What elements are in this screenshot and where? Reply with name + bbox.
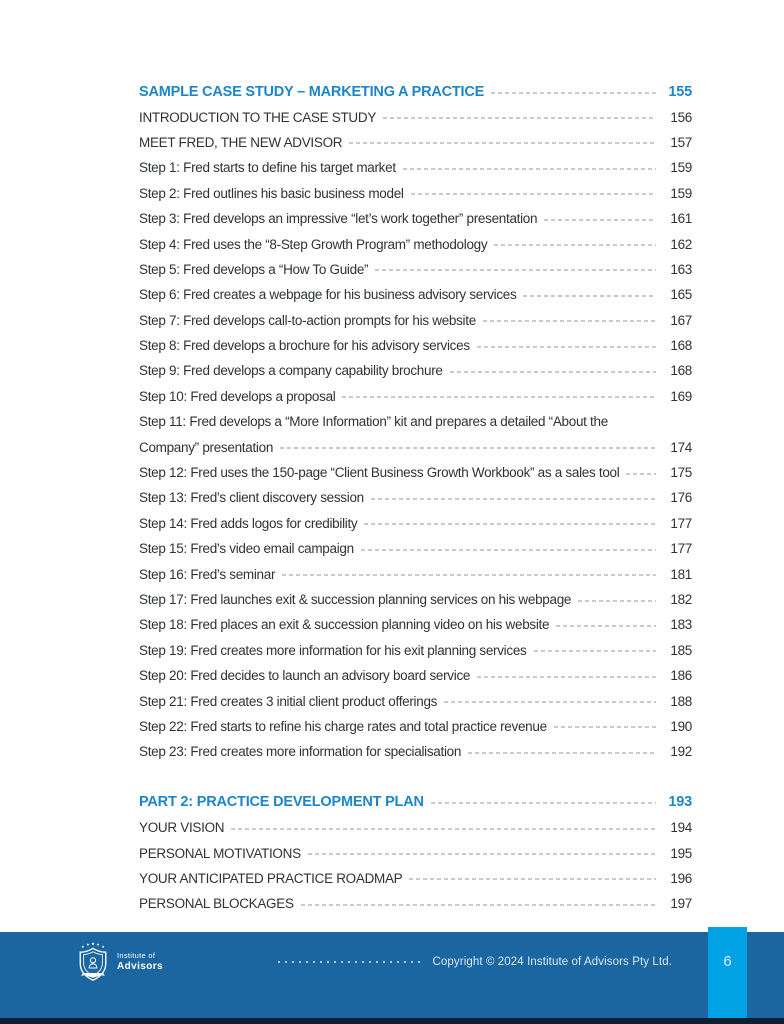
toc-entry-label: Step 4: Fred uses the “8-Step Growth Program” methodology — [139, 236, 488, 252]
toc-page-number: 156 — [670, 109, 692, 125]
toc-entry-label: Step 11: Fred develops a “More Information” kit and prepares a detailed “About the — [139, 414, 608, 430]
toc-entry-label: Step 1: Fred starts to define his target market — [139, 160, 396, 176]
toc-entry-label: Step 21: Fred creates 3 initial client product offerings — [139, 693, 438, 709]
dot-leader — [544, 219, 656, 221]
toc-entry[interactable] — [139, 485, 692, 510]
toc-page-number: 177 — [670, 515, 692, 531]
toc-entry-label: INTRODUCTION TO THE CASE STUDY — [139, 109, 377, 125]
toc-entry[interactable] — [139, 231, 692, 256]
toc-page-number: 192 — [670, 744, 692, 760]
toc-entry-label: Step 16: Fred’s seminar — [139, 566, 276, 582]
toc-entry[interactable] — [139, 104, 692, 129]
toc-entry-label: Step 12: Fred uses the 150-page “Client Business Growth Workbook” as a sales tool — [139, 465, 620, 481]
toc-entry[interactable] — [139, 663, 692, 688]
toc-page-number: 174 — [670, 439, 692, 455]
toc-entry-label: Step 17: Fred launches exit & succession planning services on his webpage — [139, 592, 572, 607]
dot-leader — [383, 117, 656, 119]
toc-entry-label: YOUR ANTICIPATED PRACTICE ROADMAP — [139, 870, 403, 886]
toc-entry[interactable] — [139, 688, 692, 713]
toc-entry-label: PERSONAL BLOCKAGES — [139, 896, 294, 912]
dot-leader — [556, 625, 656, 627]
toc-page-number: 168 — [670, 338, 692, 354]
dot-leader — [282, 574, 656, 576]
toc-entry[interactable] — [139, 434, 692, 459]
toc-entry[interactable] — [139, 308, 692, 333]
dot-leader — [477, 346, 656, 348]
toc-page-number: 193 — [668, 794, 692, 811]
dot-leader — [308, 853, 656, 855]
toc-section-heading[interactable] — [139, 79, 692, 104]
table-of-contents — [139, 79, 692, 917]
dot-leader — [477, 676, 656, 678]
dot-leader — [342, 396, 656, 398]
toc-entry-label: Step 3: Fred develops an impressive “let’s work together” presentation — [139, 211, 538, 227]
toc-entry[interactable] — [139, 257, 692, 282]
toc-page-number: 195 — [670, 845, 692, 861]
dot-leader — [231, 828, 656, 830]
toc-page-number: 159 — [670, 160, 692, 176]
toc-page-number: 161 — [670, 211, 692, 227]
toc-page-number: 162 — [670, 236, 692, 252]
toc-entry-label: Step 19: Fred creates more information for his exit planning services — [139, 642, 527, 658]
toc-page-number: 196 — [670, 870, 692, 886]
toc-entry-label: Step 6: Fred creates a webpage for his business advisory services — [139, 287, 517, 303]
toc-entry-label: PART 2: PRACTICE DEVELOPMENT PLAN — [139, 794, 424, 811]
toc-entry-label: Step 23: Fred creates more information for specialisation — [139, 744, 462, 760]
toc-page-number: 182 — [670, 592, 692, 607]
toc-page-number: 177 — [670, 541, 692, 557]
toc-page-number: 186 — [670, 668, 692, 684]
dot-leader — [494, 244, 656, 246]
dot-leader — [468, 752, 656, 754]
toc-page-number: 197 — [670, 896, 692, 912]
footer-dot-leader — [278, 961, 420, 963]
toc-entry-label: Step 10: Fred develops a proposal — [139, 388, 336, 404]
toc-page-number: 190 — [670, 718, 692, 734]
toc-entry[interactable] — [139, 714, 692, 739]
toc-entry[interactable] — [139, 561, 692, 586]
toc-entry-label: Step 14: Fred adds logos for credibility — [139, 515, 358, 531]
toc-entry-label: MEET FRED, THE NEW ADVISOR — [139, 134, 343, 150]
toc-page-number: 183 — [670, 617, 692, 633]
toc-entry[interactable] — [139, 460, 692, 485]
toc-entry-label: Step 9: Fred develops a company capability brochure — [139, 363, 443, 379]
dot-leader — [578, 600, 656, 602]
toc-entry[interactable] — [139, 358, 692, 383]
toc-entry[interactable] — [139, 384, 692, 409]
dot-leader — [375, 269, 656, 271]
logo-text-line2: Advisors — [117, 960, 163, 972]
toc-page-number: 167 — [670, 312, 692, 328]
dot-leader — [361, 549, 656, 551]
footer — [0, 932, 784, 1018]
toc-entry[interactable] — [139, 511, 692, 536]
toc-entry[interactable] — [139, 638, 692, 663]
toc-entry-label: Company” presentation — [139, 439, 274, 455]
toc-entry[interactable] — [139, 536, 692, 561]
toc-entry-label: Step 13: Fred’s client discovery session — [139, 490, 364, 506]
dot-leader — [411, 193, 656, 195]
dot-leader — [491, 92, 656, 94]
toc-page-number: 176 — [670, 490, 692, 506]
toc-entry-label: Step 22: Fred starts to refine his charge rates and total practice revenue — [139, 718, 547, 734]
page-number-tab — [708, 927, 747, 1018]
bottom-edge-strip — [0, 1018, 784, 1024]
toc-entry[interactable] — [139, 130, 692, 155]
toc-entry[interactable] — [139, 840, 692, 865]
toc-entry[interactable] — [139, 739, 692, 764]
toc-section-heading[interactable] — [139, 790, 692, 815]
page-number: 6 — [723, 953, 732, 970]
toc-entry-label: Step 5: Fred develops a “How To Guide” — [139, 261, 369, 277]
dot-leader — [554, 726, 656, 728]
toc-entry[interactable] — [139, 612, 692, 637]
dot-leader — [523, 295, 656, 297]
copyright-text: Copyright © 2024 Institute of Advisors Pty Ltd. — [432, 956, 672, 968]
toc-entry-label: Step 18: Fred places an exit & succession planning video on his website — [139, 617, 550, 633]
toc-page-number: 194 — [670, 820, 692, 836]
toc-page-number: 185 — [670, 642, 692, 658]
toc-entry[interactable] — [139, 333, 692, 358]
dot-leader — [280, 447, 656, 449]
toc-entry[interactable] — [139, 815, 692, 840]
toc-page-number: 175 — [670, 465, 692, 481]
toc-entry[interactable] — [139, 866, 692, 891]
dot-leader — [371, 498, 656, 500]
dot-leader — [534, 650, 657, 652]
logo-text-line1: Institute of — [117, 950, 156, 960]
toc-entry-label: SAMPLE CASE STUDY – MARKETING A PRACTICE — [139, 83, 485, 100]
dot-leader — [301, 904, 656, 906]
toc-entry-label: Step 20: Fred decides to launch an advisory board service — [139, 668, 471, 684]
dot-leader — [403, 168, 656, 170]
dot-leader — [431, 802, 656, 804]
toc-page-number: 169 — [670, 388, 692, 404]
dot-leader — [444, 701, 656, 703]
toc-entry[interactable] — [139, 587, 692, 612]
toc-page-number: 168 — [670, 363, 692, 379]
toc-page-number: 181 — [670, 566, 692, 582]
dot-leader — [450, 371, 656, 373]
toc-entry[interactable] — [139, 155, 692, 180]
toc-entry[interactable] — [139, 409, 692, 434]
toc-entry[interactable] — [139, 891, 692, 916]
logo-shield-icon — [76, 941, 110, 983]
toc-page-number: 157 — [670, 134, 692, 150]
toc-page-number: 159 — [670, 185, 692, 201]
toc-entry-label: YOUR VISION — [139, 820, 225, 836]
dot-leader — [349, 142, 656, 144]
toc-entry-label: Step 2: Fred outlines his basic business model — [139, 185, 404, 201]
institute-of-advisors-logo — [76, 941, 163, 983]
dot-leader — [483, 320, 656, 322]
toc-entry-label: Step 7: Fred develops call-to-action prompts for his website — [139, 312, 476, 328]
toc-page-number: 163 — [670, 261, 692, 277]
toc-page-number: 165 — [670, 287, 692, 303]
dot-leader — [626, 473, 656, 475]
toc-page-number: 155 — [668, 83, 692, 100]
toc-entry[interactable] — [139, 181, 692, 206]
dot-leader — [409, 878, 656, 880]
toc-entry-label: Step 8: Fred develops a brochure for his advisory services — [139, 338, 470, 354]
toc-entry[interactable] — [139, 282, 692, 307]
toc-entry-label: PERSONAL MOTIVATIONS — [139, 845, 301, 861]
dot-leader — [364, 523, 656, 525]
toc-entry-label: Step 15: Fred’s video email campaign — [139, 541, 354, 557]
toc-entry[interactable] — [139, 206, 692, 231]
toc-page-number: 188 — [670, 693, 692, 709]
